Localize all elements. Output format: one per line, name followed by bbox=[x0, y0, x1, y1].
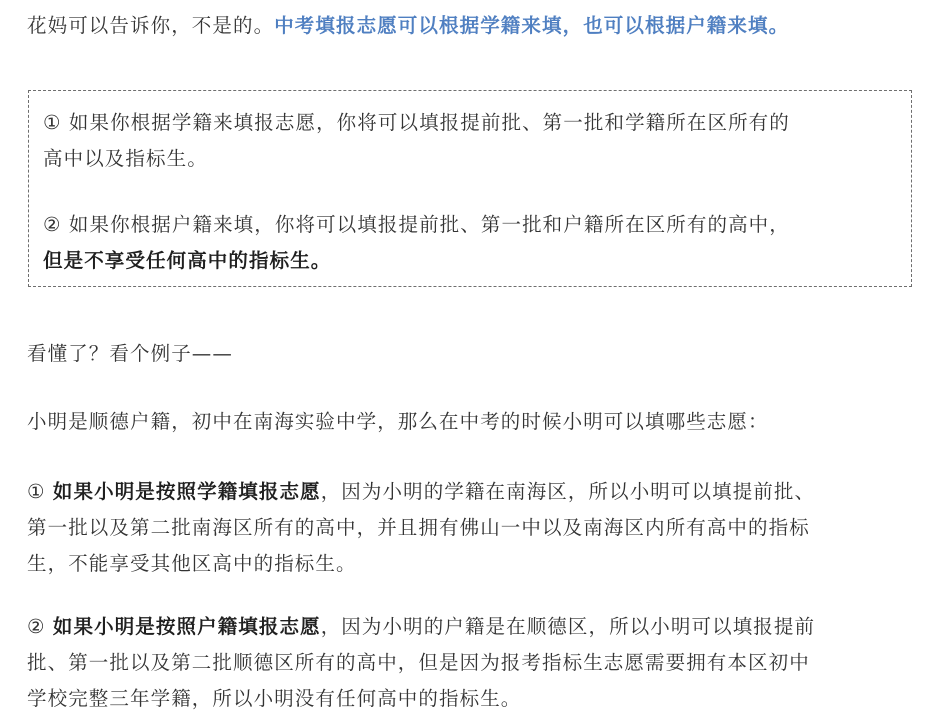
case-2-marker: ② bbox=[27, 615, 53, 638]
case-1-line-1-rest: ，因为小明的学籍在南海区，所以小明可以填提前批、 bbox=[320, 480, 816, 503]
case-2-paragraph bbox=[27, 609, 917, 717]
intro-highlight: 中考填报志愿可以根据学籍来填，也可以根据户籍来填。 bbox=[274, 14, 790, 37]
case-1-line-2: 第一批以及第二批南海区所有的高中，并且拥有佛山一中以及南海区内所有高中的指标 bbox=[27, 516, 810, 539]
example-intro-paragraph bbox=[27, 404, 917, 440]
rule-2-line-1: ② 如果你根据户籍来填，你将可以填报提前批、第一批和户籍所在区所有的高中， bbox=[43, 213, 790, 236]
case-2-line-1-rest: ，因为小明的户籍是在顺德区，所以小明可以填报提前 bbox=[320, 615, 816, 638]
rule-1-line-1: ① 如果你根据学籍来填报志愿，你将可以填报提前批、第一批和学籍所在区所有的 bbox=[43, 111, 790, 134]
rule-1-line-2: 高中以及指标生。 bbox=[43, 147, 208, 170]
rule-student-registry bbox=[43, 105, 901, 177]
case-1-bold: 如果小明是按照学籍填报志愿 bbox=[52, 480, 321, 503]
intro-paragraph bbox=[27, 8, 917, 44]
prompt-text: 看懂了？看个例子—— bbox=[27, 342, 234, 365]
prompt-paragraph bbox=[27, 336, 917, 372]
example-intro-text: 小明是顺德户籍，初中在南海实验中学，那么在中考的时候小明可以填哪些志愿： bbox=[27, 410, 769, 433]
case-2-line-2: 批、第一批以及第二批顺德区所有的高中，但是因为报考指标生志愿需要拥有本区初中 bbox=[27, 651, 810, 674]
rule-household-registry bbox=[43, 207, 901, 279]
case-1-line-3: 生，不能享受其他区高中的指标生。 bbox=[27, 552, 357, 575]
case-1-marker: ① bbox=[27, 480, 53, 503]
case-2-bold: 如果小明是按照户籍填报志愿 bbox=[52, 615, 321, 638]
rules-box bbox=[28, 90, 912, 287]
rule-2-bold-line: 但是不享受任何高中的指标生。 bbox=[43, 249, 332, 272]
case-1-paragraph bbox=[27, 474, 917, 582]
case-2-line-3: 学校完整三年学籍，所以小明没有任何高中的指标生。 bbox=[27, 687, 522, 710]
intro-text: 花妈可以告诉你，不是的。 bbox=[27, 14, 275, 37]
